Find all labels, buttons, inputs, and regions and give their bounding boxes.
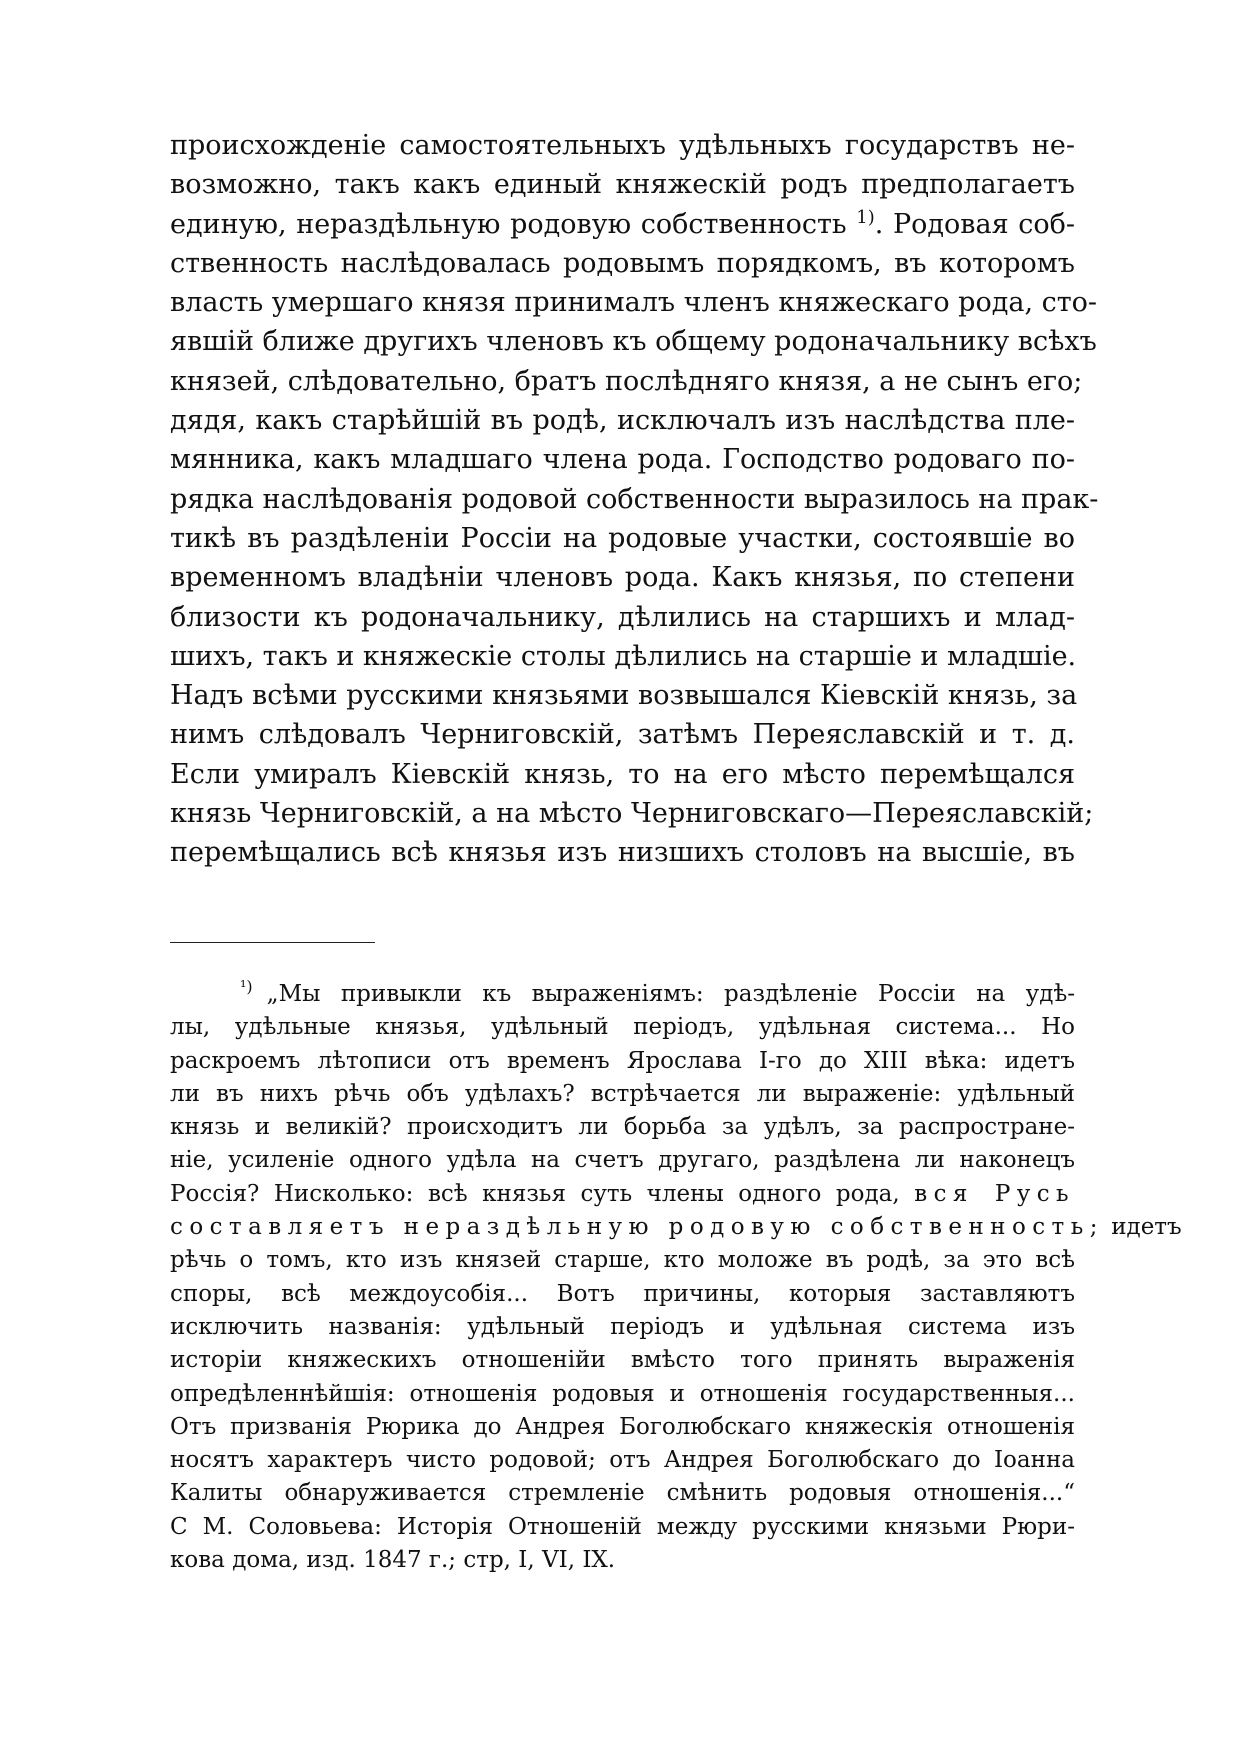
footnote-line: исторіи княжескихъ отношенійи вмѣсто того принять выраженія <box>170 1347 1075 1374</box>
text-line: власть умершаго князя принималъ членъ княжескаго рода, сто- <box>170 287 1098 319</box>
footnote-line: ли въ нихъ рѣчь объ удѣлахъ? встрѣчается ли выраженіе: удѣльный <box>170 1080 1075 1107</box>
footnote-line <box>170 978 1075 1011</box>
text-line: рядка наслѣдованія родовой собственности выразилось на прак- <box>170 483 1099 515</box>
footnote-marker: ¹) <box>240 977 253 997</box>
footnote-line <box>170 1211 1182 1244</box>
text-line: дядя, какъ старѣйшій въ родѣ, исключалъ изъ наслѣдства пле- <box>170 405 1075 437</box>
footnote-line: князь и великій? происходитъ ли борьба за удѣлъ, за распростране- <box>170 1114 1075 1141</box>
text-line: явшій ближе другихъ членовъ къ общему родоначальнику всѣхъ <box>170 326 1097 358</box>
text-line-with-footnote-ref: единую, нераздѣльную родовую собственность $^{1)}$. Родовая соб- <box>170 206 1075 240</box>
main-text-block <box>170 126 1099 873</box>
text-line: перемѣщались всѣ князья изъ низшихъ столовъ на высшіе, въ <box>170 837 1075 869</box>
text-line: ственность наслѣдовалась родовымъ порядкомъ, въ которомъ <box>170 247 1075 279</box>
text-segment: „Мы привыкли къ выраженіямъ: раздѣленіе Россіи на удѣ- <box>266 981 1075 1007</box>
text-line: временномъ владѣніи членовъ рода. Какъ князья, по степени <box>170 562 1075 594</box>
emphasized-text: вся Русь <box>914 1180 1076 1207</box>
text-segment: Россія? Нисколько: всѣ князья суть члены одного рода, <box>170 1180 900 1207</box>
text-line: Надъ всѣми русскими князьями возвышался Кіевскій князь, за <box>170 680 1078 712</box>
text-line: Если умиралъ Кіевскій князь, то на его мѣсто перемѣщался <box>170 758 1075 790</box>
footnote-line: кова дома, изд. 1847 г.; стр, I, VI, IX. <box>170 1547 616 1574</box>
footnote-reference[interactable]: 1) <box>856 206 875 228</box>
footnote-line: исключить названія: удѣльный періодъ и удѣльная система изъ <box>170 1313 1075 1340</box>
text-line: шихъ, такъ и княжескіе столы дѣлились на старшіе и младшіе. <box>170 640 1077 672</box>
text-line: князь Черниговскій, а на мѣсто Черниговскаго—Переяславскій; <box>170 798 1094 830</box>
footnote-line: лы, удѣльные князья, удѣльный періодъ, удѣльная система... Но <box>170 1014 1075 1041</box>
footnote-line: опредѣленнѣйшія: отношенія родовыя и отношенія государственныя... <box>170 1380 1075 1407</box>
text-line: тикѣ въ раздѣленіи Россіи на родовые участки, состоявшіе во <box>170 522 1075 554</box>
text-line: происхожденіе самостоятельныхъ удѣльныхъ государствъ не- <box>170 130 1075 161</box>
footnote-line: рѣчь о томъ, кто изъ князей старше, кто моложе въ родѣ, за это всѣ <box>170 1247 1075 1274</box>
text-line: возможно, такъ какъ единый княжескій родъ предполагаетъ <box>170 169 1075 201</box>
footnote-block <box>170 977 1182 1577</box>
text-line: нимъ слѣдовалъ Черниговскій, затѣмъ Переяславскій и т. д. <box>170 719 1075 751</box>
footnote-separator-rule <box>170 942 375 943</box>
text-segment: идетъ <box>1111 1214 1182 1241</box>
emphasized-text: составляетъ нераздѣльную родовую собственность; <box>170 1214 1104 1241</box>
text-segment: Родовая соб- <box>892 208 1075 240</box>
footnote-line: ніе, усиленіе одного удѣла на счетъ другаго, раздѣлена ли наконецъ <box>170 1147 1075 1174</box>
footnote-line: споры, всѣ междоусобія... Вотъ причины, которыя заставляютъ <box>170 1280 1075 1307</box>
footnote-line: Отъ призванія Рюрика до Андрея Боголюбскаго княжескія отношенія <box>170 1413 1075 1440</box>
footnote-line: Калиты обнаруживается стремленіе смѣнить родовыя отношенія...“ <box>170 1480 1075 1507</box>
text-line: мянника, какъ младшаго члена рода. Господство родоваго по- <box>170 444 1075 476</box>
text-segment: единую, нераздѣльную родовую собственность <box>170 208 847 240</box>
text-line: близости къ родоначальнику, дѣлились на старшихъ и млад- <box>170 601 1075 633</box>
text-line: князей, слѣдовательно, братъ послѣдняго князя, а не сынъ его; <box>170 365 1083 397</box>
footnote-line: носятъ характеръ чисто родовой; отъ Андрея Боголюбскаго до Іоанна <box>170 1447 1075 1474</box>
footnote-line: С М. Соловьева: Исторія Отношеній между русскими князьми Рюри- <box>170 1513 1075 1540</box>
footnote-line <box>170 1178 1075 1211</box>
footnote-line: раскроемъ лѣтописи отъ временъ Ярослава I-го до XIII вѣка: идетъ <box>170 1047 1075 1074</box>
